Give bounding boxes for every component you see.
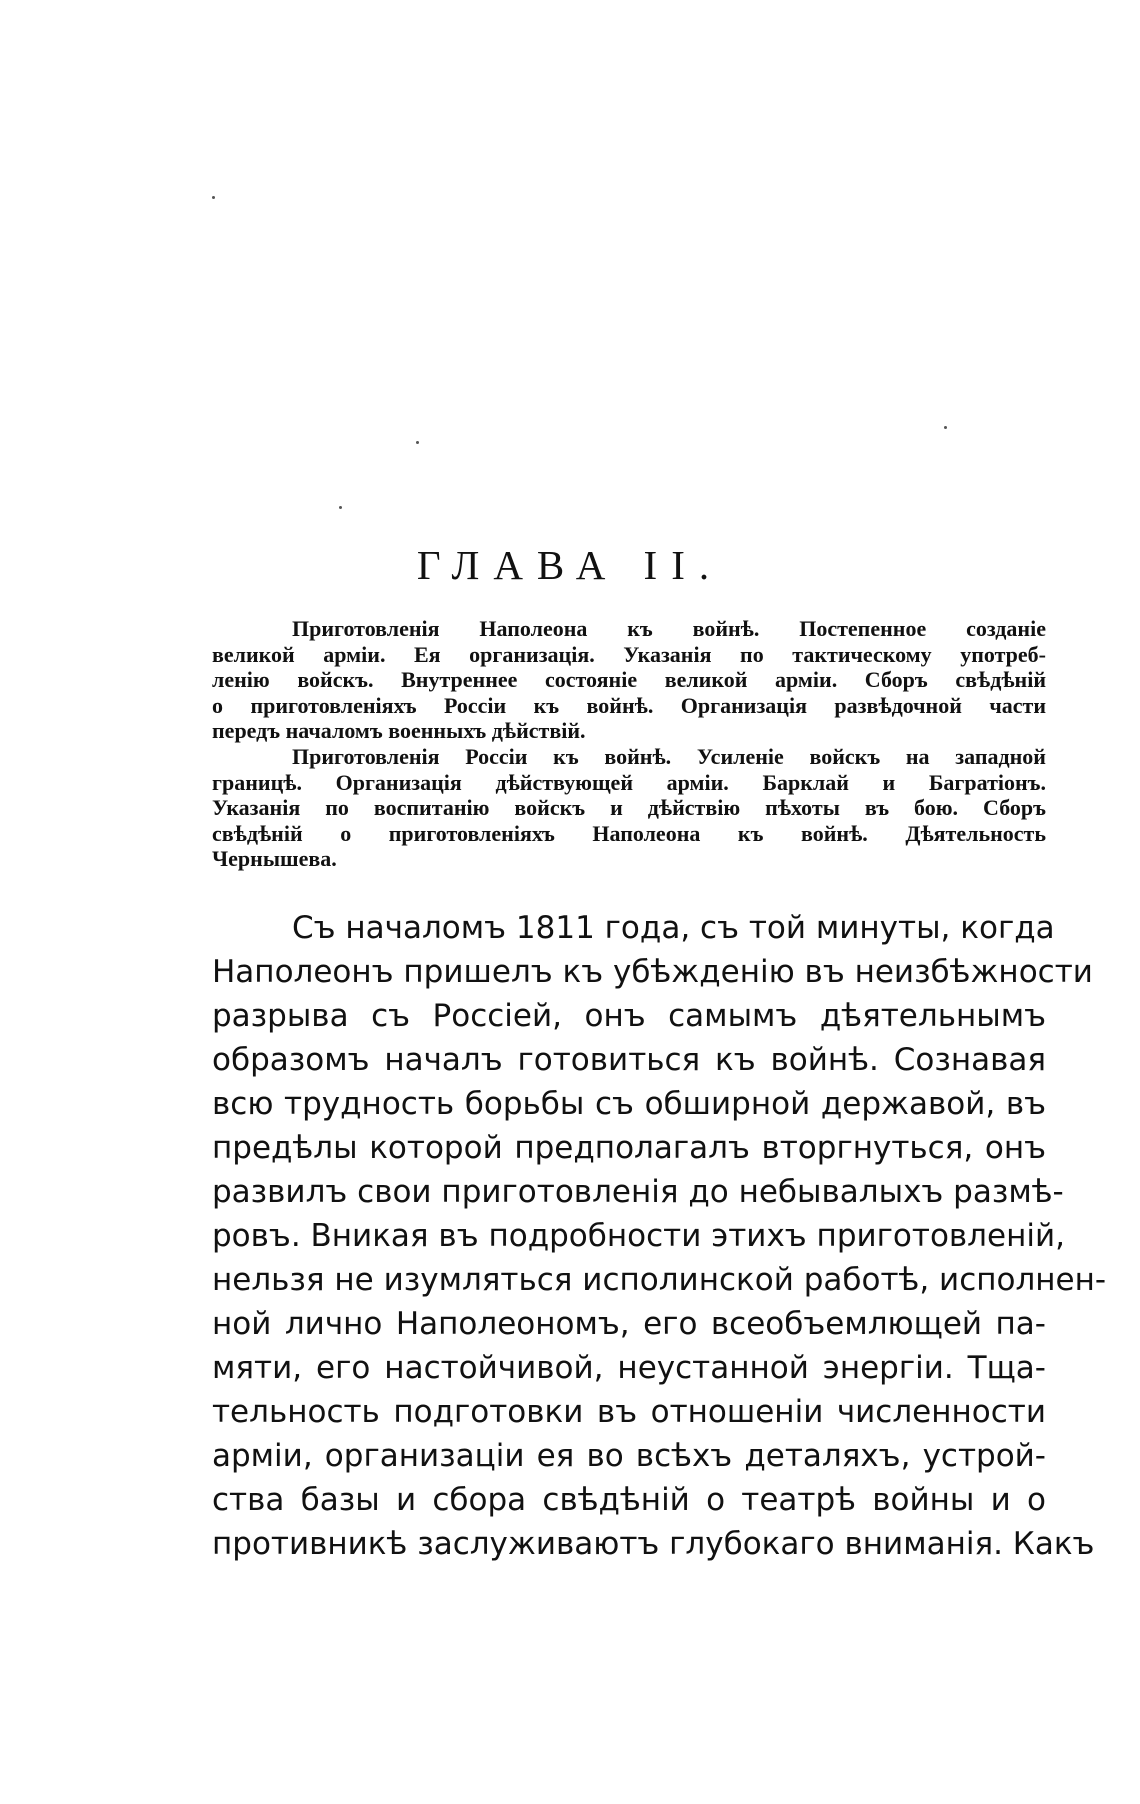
summary-line: Приготовленія Наполеона къ войнѣ. Постепенное созданіе [292,616,1046,641]
summary-line: ленію войскъ. Внутреннее состояніе великой арміи. Сборъ свѣдѣній [212,667,1046,693]
chapter-summary [212,616,1046,872]
body-line: ства базы и сбора свѣдѣній о театрѣ войны и о [212,1482,1046,1518]
body-line: Съ началомъ 1811 года, съ той минуты, когда [292,910,1055,946]
summary-line: Чернышева. [212,846,337,872]
body-line: всю трудность борьбы съ обширной державой, въ [212,1086,1046,1122]
body-line: образомъ началъ готовиться къ войнѣ. Сознавая [212,1042,1046,1078]
body-line: мяти, его настойчивой, неустанной энергіи. Тща- [212,1350,1046,1386]
body-line: ной лично Наполеономъ, его всеобъемлющей па- [212,1306,1046,1342]
scan-speck [944,426,947,429]
chapter-title: ГЛАВА II. [416,542,724,588]
summary-line: о приготовленіяхъ Россіи къ войнѣ. Организація развѣдочной части [212,692,1046,718]
body-line: арміи, организаціи ея во всѣхъ деталяхъ, устрой- [212,1438,1046,1474]
body-paragraph [212,906,1107,1566]
body-line: тельность подготовки въ отношеніи численности [212,1394,1046,1430]
scan-speck [416,441,419,444]
summary-line: Указанія по воспитанію войскъ и дѣйствію пѣхоты въ бою. Сборъ [212,795,1046,821]
body-line: развилъ свои приготовленія до небывалыхъ размѣ- [212,1174,1064,1210]
summary-line: передъ началомъ военныхъ дѣйствій. [212,718,586,744]
body-line: нельзя не изумляться исполинской работѣ, исполнен- [212,1262,1107,1298]
body-line: Наполеонъ пришелъ къ убѣжденію въ неизбѣжности [212,954,1093,990]
body-line: ровъ. Вникая въ подробности этихъ приготовленій, [212,1218,1065,1254]
scan-speck [212,196,215,199]
summary-line: свѣдѣній о приготовленіяхъ Наполеона къ войнѣ. Дѣятельность [212,820,1046,846]
body-line: противникѣ заслуживаютъ глубокаго вниманія. Какъ [212,1526,1095,1562]
body-line: предѣлы которой предполагалъ вторгнуться, онъ [212,1130,1046,1166]
summary-line: великой арміи. Ея организація. Указанія по тактическому употреб- [212,641,1046,667]
summary-line: Приготовленія Россіи къ войнѣ. Усиленіе войскъ на западной [292,743,1046,769]
summary-line: границѣ. Организація дѣйствующей арміи. Барклай и Багратіонъ. [212,769,1046,795]
body-line: разрыва съ Россіей, онъ самымъ дѣятельнымъ [212,998,1046,1034]
scan-speck [339,506,342,509]
